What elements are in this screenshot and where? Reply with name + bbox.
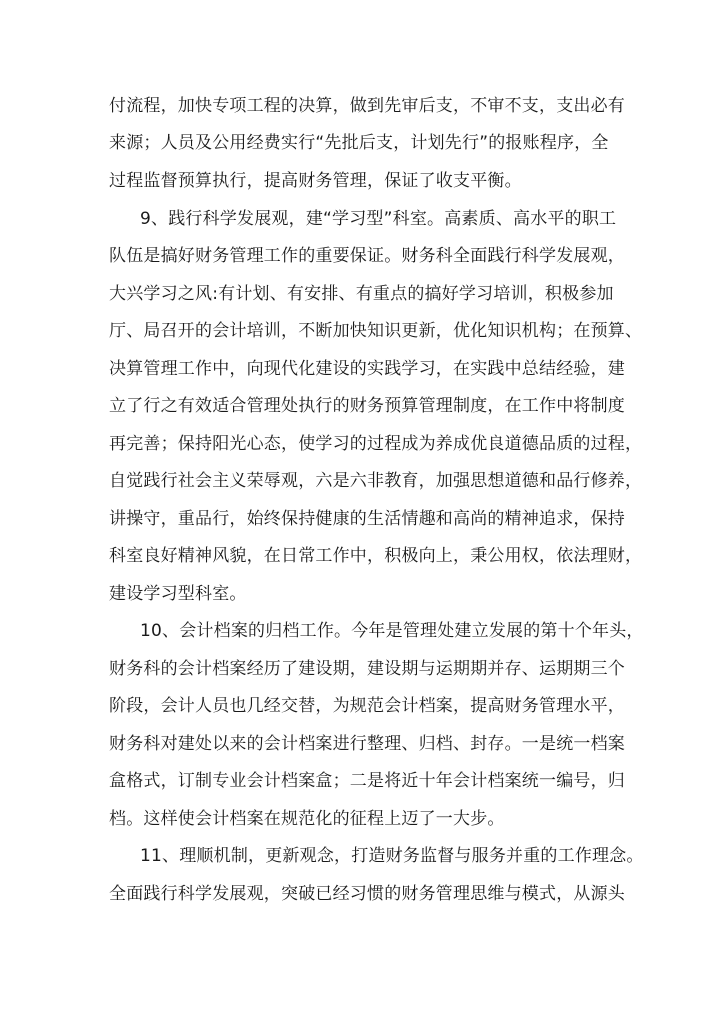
text-line: 阶段，会计人员也几经交替，为规范会计档案，提高财务管理水平， — [109, 696, 625, 716]
text-line: 财务科的会计档案经历了建设期，建设期与运期期并存、运期期三个 — [109, 659, 625, 679]
text-line: 科室良好精神风貌，在日常工作中，积极向上，秉公用权，依法理财， — [109, 546, 643, 566]
text-line: 讲操守，重品行，始终保持健康的生活情趣和高尚的精神追求，保持 — [109, 509, 625, 529]
text-line: 决算管理工作中，向现代化建设的实践学习，在实践中总结经验，建 — [109, 359, 625, 379]
paragraph-10-heading: 10、会计档案的归档工作。今年是管理处建立发展的第十个年头， — [140, 621, 644, 641]
text-line: 盒格式，订制专业会计档案盒；二是将近十年会计档案统一编号，归 — [109, 771, 625, 791]
text-line: 建设学习型科室。 — [109, 584, 247, 604]
text-line: 全面践行科学发展观，突破已经习惯的财务管理思维与模式，从源头 — [109, 884, 625, 904]
text-line: 档。这样使会计档案在规范化的征程上迈了一大步。 — [109, 809, 505, 829]
text-line: 队伍是搞好财务管理工作的重要保证。财务科全面践行科学发展观， — [109, 246, 625, 266]
text-line: 来源；人员及公用经费实行“先批后支，计划先行”的报账程序，全 — [109, 133, 609, 153]
paragraph-11-heading: 11、理顺机制，更新观念，打造财务监督与服务并重的工作理念。 — [140, 846, 644, 866]
text-line: 立了行之有效适合管理处执行的财务预算管理制度，在工作中将制度 — [109, 396, 625, 416]
text-line: 财务科对建处以来的会计档案进行整理、归档、封存。一是统一档案 — [109, 734, 625, 754]
text-line: 大兴学习之风:有计划、有安排、有重点的搞好学习培训，积极参加 — [109, 284, 614, 304]
text-line: 付流程，加快专项工程的决算，做到先审后支，不审不支，支出必有 — [109, 96, 625, 116]
text-line: 过程监督预算执行，提高财务管理，保证了收支平衡。 — [109, 171, 522, 191]
text-line: 厅、局召开的会计培训，不断加快知识更新，优化知识机构；在预算、 — [109, 321, 643, 341]
text-line: 自觉践行社会主义荣辱观，六是六非教育，加强思想道德和品行修养， — [109, 471, 643, 491]
text-line: 再完善；保持阳光心态，使学习的过程成为养成优良道德品质的过程， — [109, 434, 643, 454]
paragraph-9-heading: 9、践行科学发展观，建“学习型”科室。高素质、高水平的职工 — [140, 209, 617, 229]
